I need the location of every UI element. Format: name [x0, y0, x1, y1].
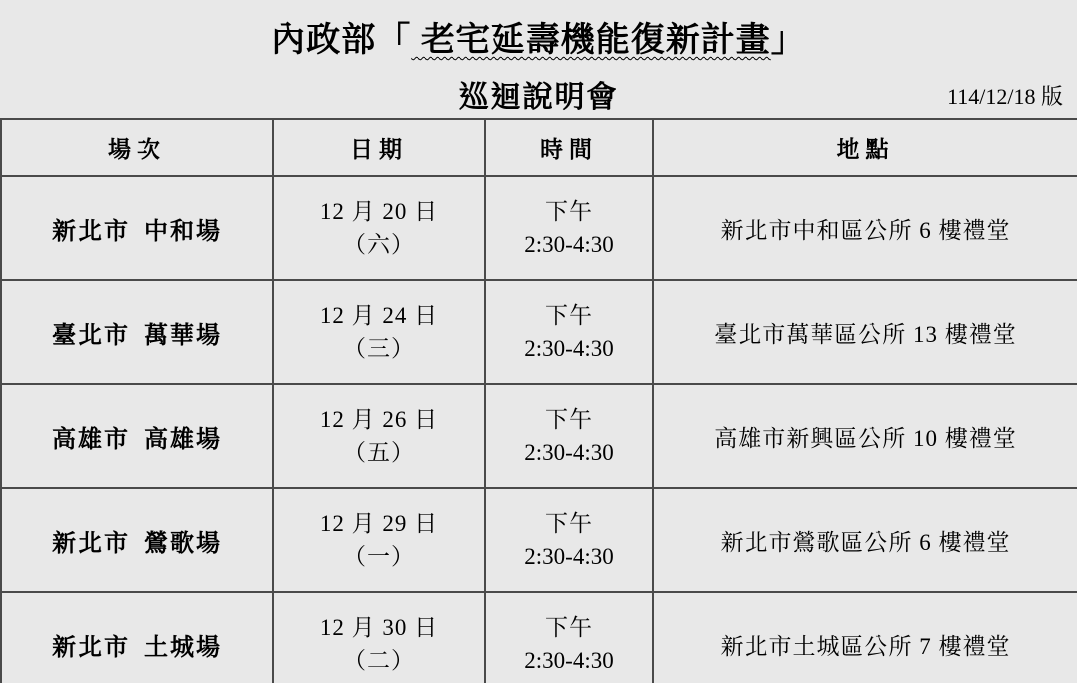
column-header-session: 場次 [1, 119, 273, 176]
cell-time [485, 384, 653, 488]
date-line-2: （二） [343, 648, 415, 673]
session-city: 新北市 [52, 530, 130, 557]
session-name: 萬華場 [144, 322, 222, 349]
session-city: 新北市 [52, 634, 130, 661]
column-header-date: 日期 [273, 119, 485, 176]
title-highlight: 老宅延壽機能復新計畫 [411, 22, 771, 59]
session-name: 土城場 [144, 634, 222, 661]
time-line-1: 下午 [545, 510, 593, 536]
cell-place: 新北市鶯歌區公所 6 樓禮堂 [653, 488, 1077, 592]
date-line-1: 12 月 20 日 [319, 198, 439, 224]
table-header-row [1, 119, 1077, 176]
table-row [1, 384, 1077, 488]
title-prefix: 內政部「 [271, 22, 412, 59]
table-row [1, 592, 1077, 683]
date-line-2: （五） [343, 440, 415, 465]
schedule-table [0, 118, 1077, 683]
date-line-1: 12 月 29 日 [319, 510, 439, 536]
time-line-2: 2:30-4:30 [524, 544, 614, 569]
column-header-place: 地點 [653, 119, 1077, 176]
cell-time [485, 592, 653, 683]
cell-session [1, 280, 273, 384]
time-line-2: 2:30-4:30 [524, 232, 614, 257]
version-label: 114/12/18 版 [947, 84, 1063, 109]
time-line-1: 下午 [545, 302, 593, 328]
table-row [1, 280, 1077, 384]
column-header-time: 時間 [485, 119, 653, 176]
session-name: 高雄場 [144, 426, 222, 453]
page-subtitle: 巡迴說明會 [458, 81, 619, 114]
cell-place: 新北市土城區公所 7 樓禮堂 [653, 592, 1077, 683]
cell-place: 高雄市新興區公所 10 樓禮堂 [653, 384, 1077, 488]
cell-date [273, 176, 485, 280]
poster-header [0, 0, 1077, 118]
cell-time [485, 176, 653, 280]
date-line-2: （六） [343, 232, 415, 257]
time-line-1: 下午 [545, 406, 593, 432]
session-city: 臺北市 [52, 322, 130, 349]
session-city: 新北市 [52, 218, 130, 245]
session-name: 鶯歌場 [144, 530, 222, 557]
cell-session [1, 384, 273, 488]
time-line-1: 下午 [545, 614, 593, 640]
cell-place: 新北市中和區公所 6 樓禮堂 [653, 176, 1077, 280]
cell-date [273, 488, 485, 592]
table-row [1, 488, 1077, 592]
session-city: 高雄市 [52, 426, 130, 453]
date-line-1: 12 月 26 日 [319, 406, 439, 432]
date-line-1: 12 月 24 日 [319, 302, 439, 328]
time-line-2: 2:30-4:30 [524, 440, 614, 465]
cell-date [273, 280, 485, 384]
cell-date [273, 592, 485, 683]
time-line-2: 2:30-4:30 [524, 648, 614, 673]
cell-time [485, 280, 653, 384]
cell-session [1, 592, 273, 683]
cell-place: 臺北市萬華區公所 13 樓禮堂 [653, 280, 1077, 384]
session-name: 中和場 [144, 218, 222, 245]
cell-session [1, 176, 273, 280]
cell-time [485, 488, 653, 592]
page-title [0, 12, 1077, 61]
table-row [1, 176, 1077, 280]
cell-session [1, 488, 273, 592]
cell-date [273, 384, 485, 488]
date-line-2: （三） [343, 336, 415, 361]
date-line-1: 12 月 30 日 [319, 614, 439, 640]
time-line-1: 下午 [545, 198, 593, 224]
date-line-2: （一） [343, 544, 415, 569]
title-suffix: 」 [770, 22, 806, 59]
time-line-2: 2:30-4:30 [524, 336, 614, 361]
